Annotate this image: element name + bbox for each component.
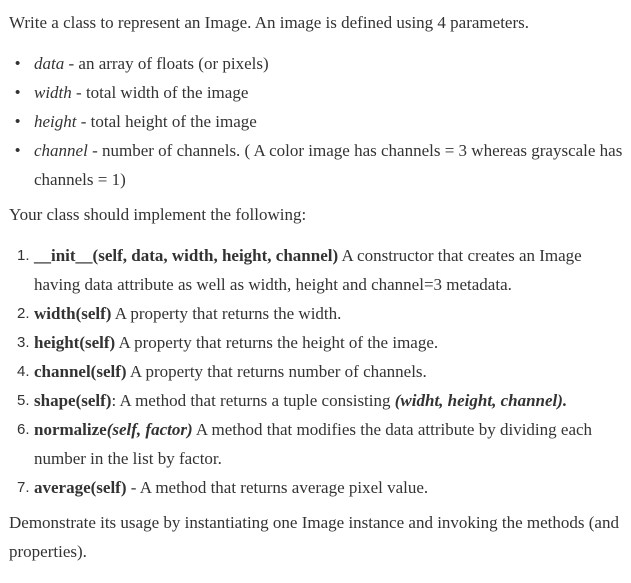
list-item: [9, 473, 623, 502]
requirements-list: [9, 241, 623, 502]
list-item: [9, 357, 623, 386]
method-desc: A property that returns the height of the image.: [115, 333, 439, 352]
method-desc: : A method that returns a tuple consisting: [111, 391, 395, 410]
method-signature: average(self): [34, 478, 127, 497]
method-signature: channel(self): [34, 362, 127, 381]
item-number: 5.: [17, 392, 30, 409]
param-desc: - an array of floats (or pixels): [64, 54, 269, 73]
param-desc: - total height of the image: [76, 112, 257, 131]
param-name: channel: [34, 141, 88, 160]
method-desc: A property that returns number of channels.: [126, 362, 427, 381]
closing-paragraph: Demonstrate its usage by instantiating one Image instance and invoking the methods (and properties).: [9, 513, 619, 561]
intro-paragraph: Write a class to represent an Image. An image is defined using 4 parameters.: [9, 13, 529, 32]
method-args: (self, factor): [106, 420, 193, 439]
list-item: [9, 386, 623, 415]
item-number: 1.: [17, 247, 30, 264]
list-item: [9, 107, 623, 136]
method-desc: A constructor that creates an Image having data attribute as well as width, height and channel=3 metadata.: [34, 246, 582, 294]
method-desc: A property that returns the width.: [111, 304, 342, 323]
item-number: 6.: [17, 421, 30, 438]
method-signature: shape(self): [34, 391, 112, 410]
method-signature: normalize: [34, 420, 107, 439]
list-item: [9, 49, 623, 78]
method-desc: A method that modifies the data attribute by dividing each number in the list by factor.: [34, 420, 593, 468]
param-name: data: [34, 54, 65, 73]
item-number: 3.: [17, 334, 30, 351]
method-signature: width(self): [34, 304, 112, 323]
parameter-list: [9, 49, 623, 194]
list-item: [9, 241, 623, 299]
list-item: [9, 136, 623, 194]
list-item: [9, 299, 623, 328]
section-heading: Your class should implement the following:: [9, 205, 307, 224]
item-number: 7.: [17, 479, 30, 496]
list-item: [9, 328, 623, 357]
param-name: width: [34, 83, 72, 102]
list-item: [9, 415, 623, 473]
method-signature: __init__(self, data, width, height, channel): [34, 246, 339, 265]
param-desc: - total width of the image: [71, 83, 249, 102]
item-number: 4.: [17, 363, 30, 380]
param-name: height: [34, 112, 77, 131]
method-signature: height(self): [34, 333, 116, 352]
item-number: 2.: [17, 305, 30, 322]
method-desc: - A method that returns average pixel value.: [126, 478, 429, 497]
list-item: [9, 78, 623, 107]
param-desc: - number of channels. ( A color image has channels = 3 whereas grayscale has channels = 1): [34, 141, 623, 189]
tuple-emphasis: (widht, height, channel).: [394, 391, 568, 410]
